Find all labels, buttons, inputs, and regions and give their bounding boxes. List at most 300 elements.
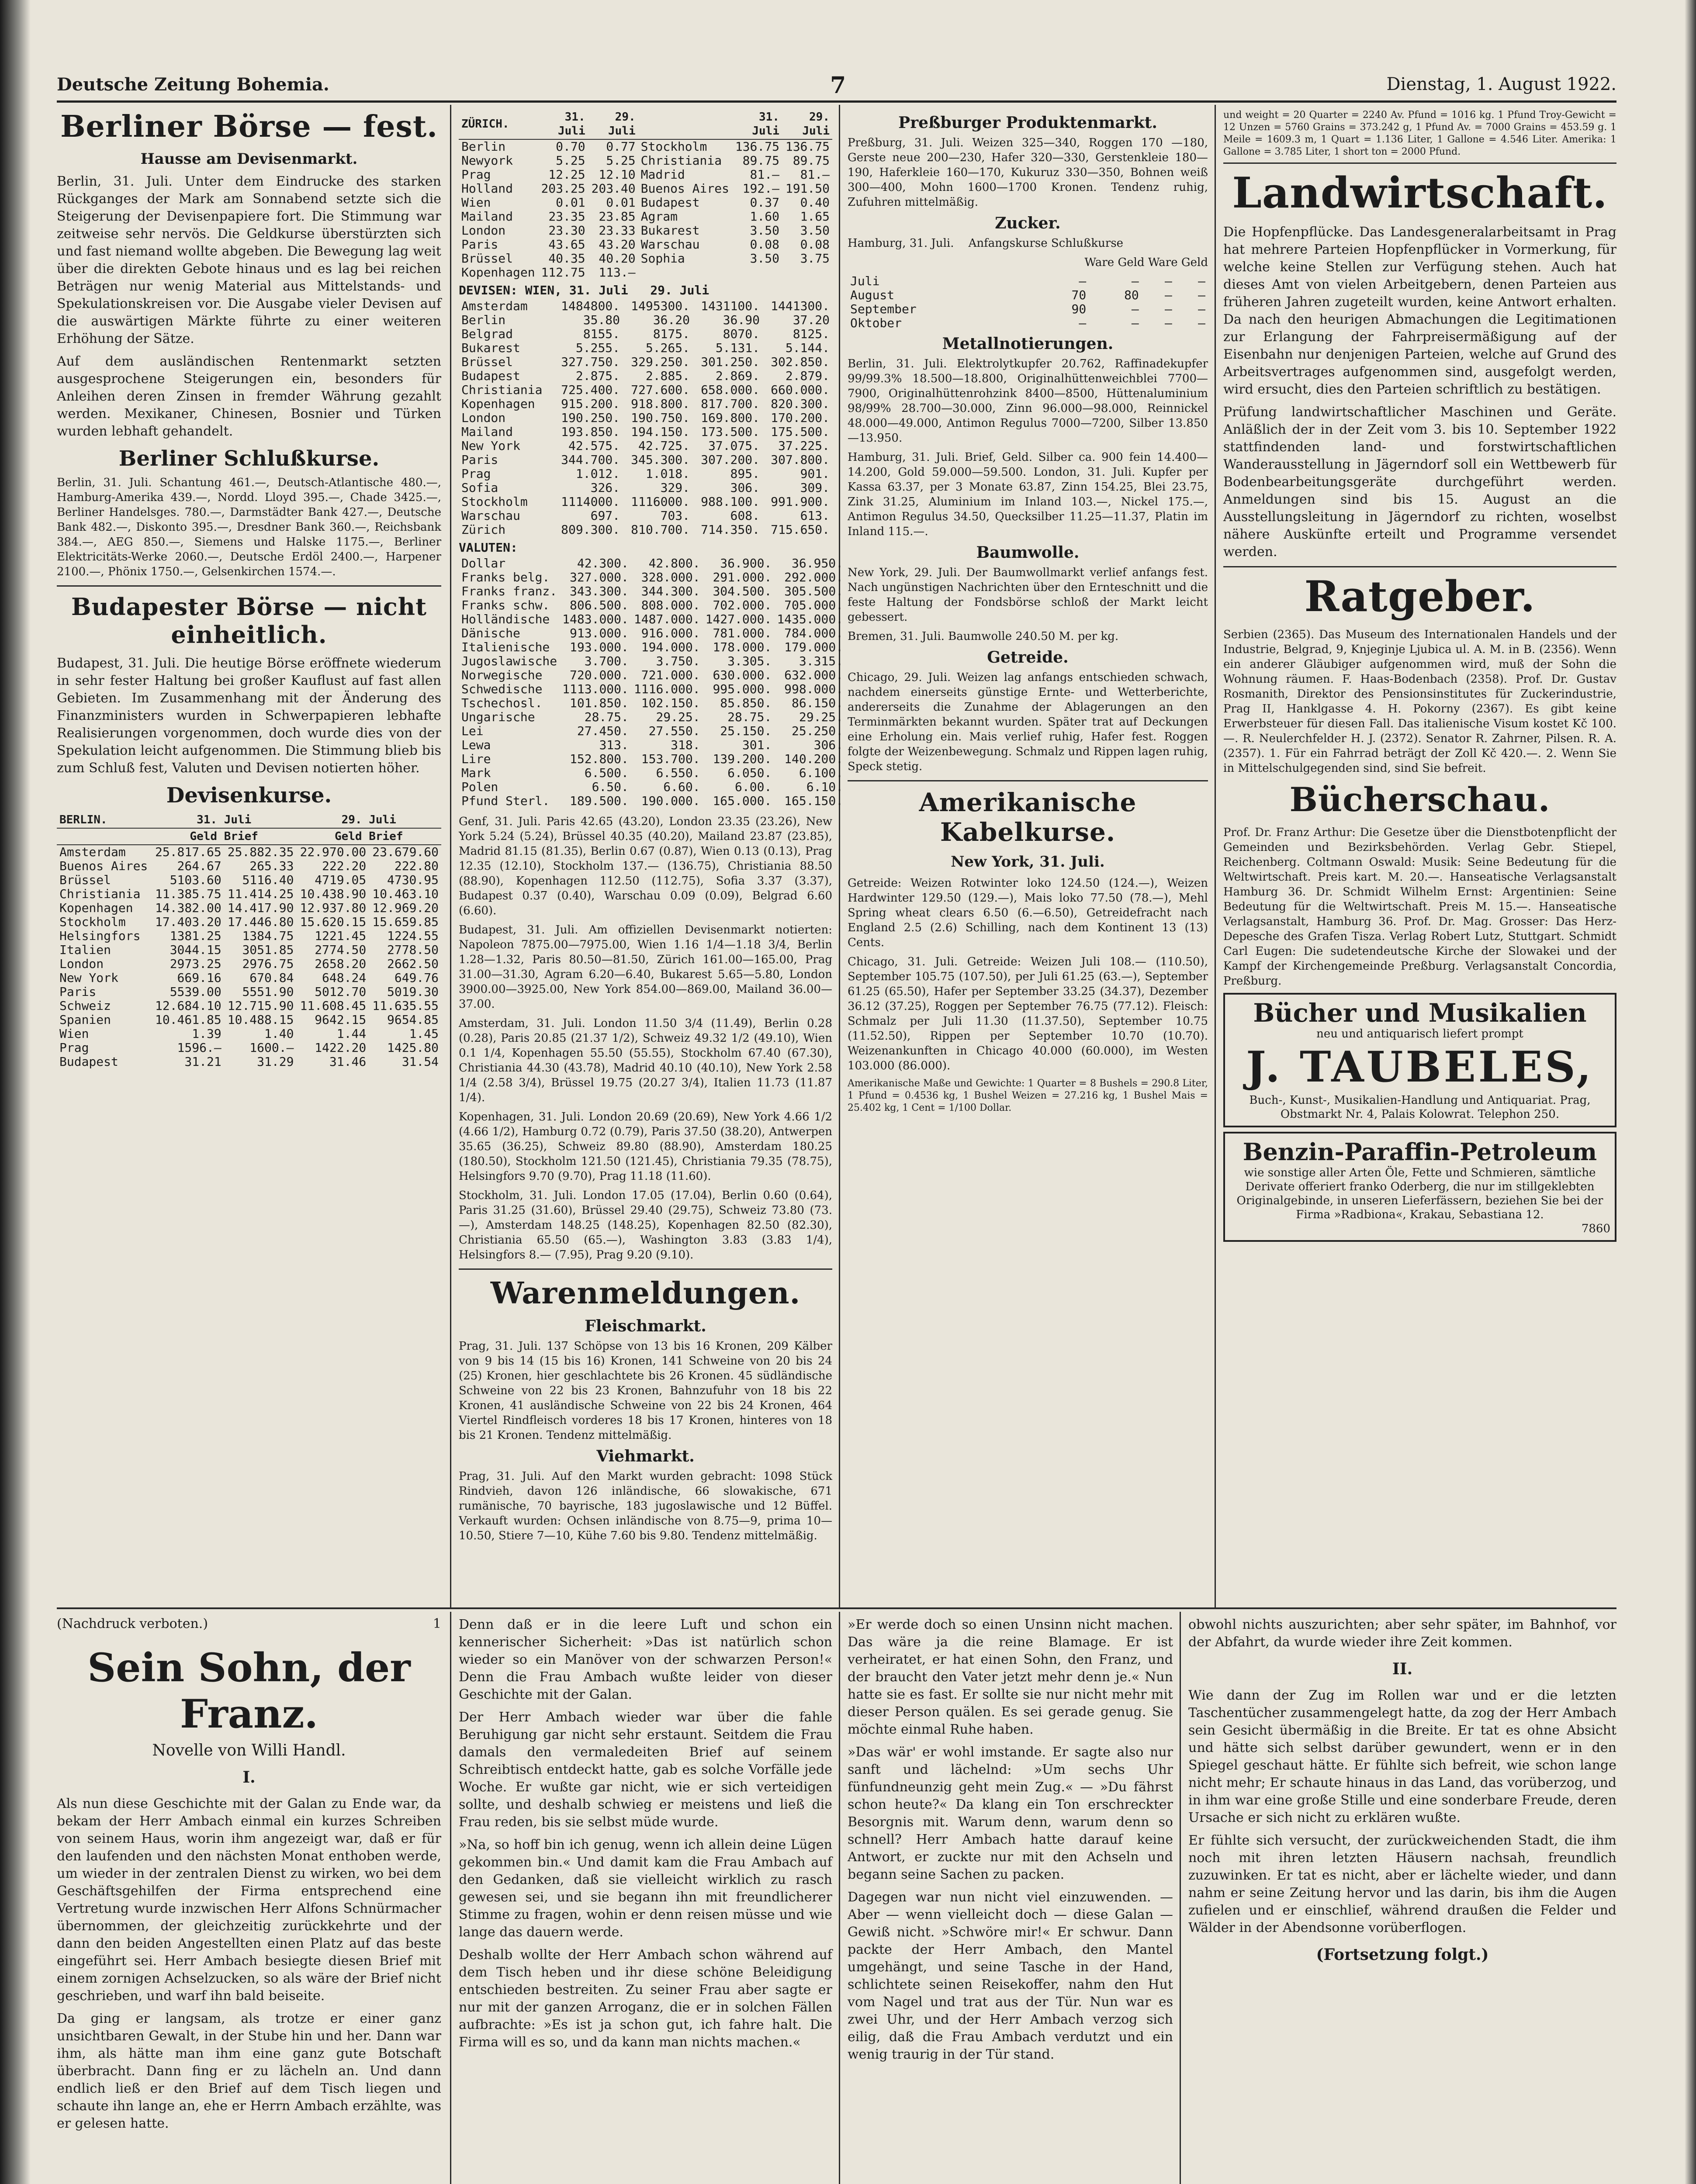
valuten-cell: 27.450. [577,724,629,738]
baumwolle-text2: Bremen, 31. Juli. Baumwolle 240.50 M. per kg. [848,630,1119,643]
zurich-cell: 43.20 [599,237,636,252]
devisen-cell: 264.67 [177,859,222,873]
devisen-cell: 12.715.90 [227,999,294,1013]
valuten-cell: Dollar [461,556,506,570]
column-3 [848,109,1208,1603]
devisen-row [57,859,441,873]
story-continued: (Fortsetzung folgt.) [1316,1946,1489,1964]
devisen-cell: 31.29 [257,1054,294,1069]
devisenkurse-table [57,812,441,1069]
zurich-cell [638,266,732,280]
zucker-table [848,274,1208,330]
valuten-row [459,556,846,570]
zurich-cell [732,266,782,280]
zucker-head: Anfangskurse Schlußkurse [968,237,1124,250]
zucker-row [848,316,1208,330]
valuten-cell: 190.000. [641,794,700,808]
wien-cell: 1116000. [631,494,690,509]
berlin-boerse-title: Berliner Börse — fest. [60,109,438,144]
valuten-cell: Lire [461,752,491,766]
wien-cell: 173.500. [701,425,760,439]
feuilleton-head [57,1616,441,1631]
zurich-cell: 3.50 [750,223,779,238]
zurich-cell: 12.25 [548,167,585,182]
valuten-cell: 6.050. [727,766,772,780]
wien-cell: 37.225. [778,439,830,453]
zurich-cell: 1.65 [800,209,830,224]
valuten-cell: Schwedische [461,682,543,696]
devisen-cell: Schweiz [59,999,111,1013]
valuten-cell: 3.315. [799,654,844,668]
wien-row [459,509,832,523]
column-1 [57,109,441,1603]
wien-cell: 190.250. [561,411,620,425]
zurich-row [459,154,832,168]
landwirtschaft-text: Die Hopfenpflücke. Das Landesgeneralarbeitsamt in Prag hat mehrere Parteien Hopfenpflücker in Vormerkung, für welche keine Stellen zur Verfügung stehen. Auch hat dieses Amt von vielen Arbeitgebern, denen Parteien aus früheren Jahren zugeteilt wurden, keine Antwort erhalten. Da nach den heurigen Abmachungen die Legitimationen zur Erlangung der Fahrpreisermäßigung auf der Eisenbahn nur denjenigen Parteien, welche auf Grund des Arbeitsvertrages aufgenommen sind, ausgefolgt werden, wird ersucht, dies den Parteien schriftlich zu bestätigen. [1223,225,1616,397]
taubeles-line3: Buch-, Kunst-, Musikalien-Handlung und Antiquariat. Prag, Obstmarkt Nr. 4, Palais Kolowrat. Telephon 250. [1249,1094,1591,1121]
wien-cell: 2.869. [715,369,760,383]
devisen-cell: 10.438.90 [300,887,367,901]
devisen-cell: 265.33 [249,859,294,873]
wien-cell: 190.750. [631,411,690,425]
devisen-cell: 1422.20 [315,1040,367,1055]
valuten-cell: Dänische [461,626,520,640]
devisen-cell: 2973.25 [170,957,222,971]
devisen-row [57,901,441,915]
wien-cell: 918.800. [631,397,690,411]
amsterdam-text: Amsterdam, 31. Juli. London 11.50 3/4 (11.49), Berlin 0.28 (0.28), Paris 20.85 (21.37 1/2), Schweiz 49.32 1/2 (49.10), Wien 0.1 1/4, Kopenhagen 55.50 (55.55), Stockholm 67.40 (67.30), Christiania 44.30 (43.78), Madrid 40.10 (40.10), New York 2.58 1/4 (2.58 3/4), Brüssel 19.75 (20.27 3/4), Italien 11.73 (11.87 1/4). [459,1017,832,1104]
devisen-cell: Christiania [59,887,141,901]
valuten-cell: 327.000. [570,570,629,584]
zucker-title: Zucker. [995,214,1061,232]
wien-row [459,313,832,327]
wien-cell: 36.20 [653,313,690,327]
wien-cell: 307.200. [701,453,760,467]
benzin-text: wie sonstige aller Arten Öle, Fette und Schmieren, sämtliche Derivate offeriert franko Oderberg, die nur im stillgeklebten Originalgebinde, in unseren Lieferfässern, beziehen Sie bei der Firma »Radbiona«, Krakau, Sebastiana 12. [1236,1166,1603,1221]
feuilleton-col-3 [848,1616,1173,2184]
page-header [57,70,1616,103]
wien-row [459,369,832,383]
valuten-cell: 705.000. [784,598,844,612]
valuten-row [459,710,846,724]
getreide-title: Getreide. [987,648,1069,667]
zurich-cell: Stockholm [640,139,707,154]
valuten-cell: Franks schw. [461,598,550,612]
devisen-cell: 17.403.20 [155,915,222,929]
zurich-cell: Mailand [461,209,513,224]
column-rule [1180,1612,1181,2184]
valuten-cell: 1483.000. [562,612,629,626]
zurich-cell: 203.25 [541,181,585,196]
zucker-cell: — [1079,274,1087,288]
zurich-row [459,252,832,266]
zurich-cell: 40.35 [548,251,585,266]
valuten-cell: 36.900. [720,556,772,570]
devisen-row [57,929,441,943]
valuten-cell: Norwegische [461,668,543,682]
wien-cell: 1431100. [701,299,760,313]
zucker-cell: — [1131,316,1139,330]
devisen-row [57,943,441,957]
zucker-row [848,302,1208,316]
zurich-table [459,109,832,280]
berlin-boerse-text: Berlin, 31. Juli. Unter dem Eindrucke des starken Rückganges der Mark am Sonnabend setzte sich die Steigerung der Devisenpapiere fort. Die Stimmung war zeitweise sehr nervös. Die Geldkurse überstürzten sich und fast niemand wollte abgeben. Die Bewegung lag weit über die direkten Gebote hinaus und es lag bei reichen Beträgen nur wenig Material aus Mittelstands- und Spekulationskreisen vor. Die Ausgabe vieler Devisen auf die auswärtigen Märkte führte zu einer weiteren Erhöhung der Sätze. [57,174,441,346]
wien-cell: 1484800. [561,299,620,313]
wien-row [459,523,832,537]
devisen-cell: New York [59,971,118,985]
zurich-cell: Newyork [461,153,513,168]
issue-date: Dienstag, 1. August 1922. [1386,74,1616,94]
zurich-cell: London [461,223,506,238]
devisen-cell: 23.679.60 [372,845,439,859]
wien-cell: 8175. [653,327,690,341]
wien-cell: 660.000. [771,383,830,397]
wien-cell: 2.885. [645,369,690,383]
zurich-cell: 81.— [800,167,830,182]
valuten-cell: 6.500. [584,766,629,780]
zurich-cell: Madrid [640,167,685,182]
section-rule [1223,566,1616,567]
devisen-cell: 5551.90 [242,985,294,999]
wien-cell: 991.900. [771,494,830,509]
story-p9: Dagegen war nun nicht viel einzuwenden. — Aber — wenn vielleicht doch — diese Galan — Gewiß nicht. »Schwöre mir!« Er schwur. Dann packte der Herr Ambach, den Mantel umgehängt, und seine Tasche in der Hand, schlichtete seinen Reisekoffer, nahm den Hut vom Nagel und trat aus der Tür. Nun war es zwei Uhr, und der Herr Ambach verzog sich eilig, daß die Frau Ambach verdutzt und ein wenig traurig in der Tür stand. [848,1890,1173,2062]
wien-cell: 35.80 [583,313,620,327]
wien-cell: 307.800. [771,453,830,467]
zucker-cell: 70 [1071,288,1087,302]
devisen-cell: 670.84 [249,971,294,985]
devisen-cell: 5012.70 [315,985,367,999]
valuten-cell: 139.200. [713,752,772,766]
valuten-cell: 1113.000. [562,682,629,696]
wien-cell: Budapest [461,369,520,383]
devisen-row [57,957,441,971]
wien-cell: Bukarest [461,341,520,355]
zurich-cell [782,266,832,280]
zurich-head: ZÜRICH. [459,109,538,139]
wien-cell: 703. [660,508,690,523]
zurich-cell: 5.25 [556,153,585,168]
devisen-cell: Buenos Aires [59,859,148,873]
valuten-cell: 6.10. [806,780,844,794]
wien-cell: 809.300. [561,522,620,537]
zurich-row [459,168,832,182]
valuten-row [459,654,846,668]
valuten-cell: Lei [461,724,484,738]
amerikanische-text2: Chicago, 31. Juli. Getreide: Weizen Juli 108.— (110.50), September 105.75 (107.50), per Juli 61.25 (63.—), September 61.25 (65.50), Hafer per September 33.25 (34.37), Dezember 36.12 (37.25), Roggen per September 76.75 (77.12). Fleisch: Schmalz per Juli 11.30 (11.37.50), September 10.75 (11.52.50), Rippen per September 10.70 (10.70). Weizenankunften in Chicago 40.000 (60.000), im Westen 103.000 (86.000). [848,955,1208,1072]
valuten-cell: 1435.000. [777,612,844,626]
vieh-text: Prag, 31. Juli. Auf den Markt wurden gebracht: 1098 Stück Rindvieh, davon 126 inländische, 66 slowakische, 671 rumänische, 70 bayrische, 183 jugoslawische und 12 Büffel. Verkauft wurden: Ochsen inländische von 8.75—9, prima 10—10.50, Stiere 7—10, Kühe 7.60 bis 9.80. Tendenz mittelmäßig. [459,1470,832,1542]
story-p6: Deshalb wollte der Herr Ambach schon während auf dem Tisch heben und ihr diese schöne Beleidigung entschieden bestreiten. Zu seiner Frau aber sagte er nur mit der ganzen Arroganz, die er in solchen Fällen aufbrachte: »Es ist ja schon gut, ich fahre halt. Die Firma will es so, und da kann man nichts machen.« [459,1947,832,2050]
landwirtschaft-title: Landwirtschaft. [1232,168,1608,218]
zurich-cell: 23.35 [548,209,585,224]
valuten-cell: 102.150. [641,696,700,710]
devisen-cell: 25.882.35 [227,845,294,859]
chapter-2: II. [1392,1660,1413,1678]
zucker-cell: 80 [1124,288,1139,302]
zurich-cell: 112.75 [541,265,585,280]
valuten-cell: 306. [813,738,844,752]
valuten-cell: 305.500. [784,584,844,598]
zurich-d1: 31. Juli [538,109,588,139]
chapter-1: I. [242,1768,256,1787]
wien-cell: Kopenhagen [461,397,535,411]
wien-row [459,453,832,467]
valuten-cell: 702.000. [713,598,772,612]
valuten-cell: 630.000. [713,668,772,682]
zurich-cell: 1.60 [750,209,779,224]
amerikanische-text: Getreide: Weizen Rotwinter loko 124.50 (124.—), Weizen Hardwinter 129.50 (129.—), Mais loko 77.50 (78.—), Mehl Spring wheat clears 6.50 (6.—6.50), Getreidefracht nach England 2.5 (2.6) Schilling, nach dem Kontinent 13 (13) Cents. [848,877,1208,949]
wien-row [459,383,832,397]
wien-cell: 344.700. [561,453,620,467]
zurich-cell: Brüssel [461,251,513,266]
wien-cell: 613. [800,508,830,523]
devisen-cell: 31.54 [402,1054,439,1069]
valuten-cell: 42.800. [648,556,700,570]
wien-cell: 895. [730,467,760,481]
devisen-cell: 10.488.15 [227,1013,294,1027]
wien-row [459,481,832,495]
valuten-cell: 328.000. [641,570,700,584]
berlin-boerse-text2: Auf dem ausländischen Rentenmarkt setzten ausgesprochene Steigerungen ein, besonders für Anleihen deren Zinsen in fremder Währung gezahlt werden. Mexikaner, Chinesen, Bosnier und Türken wurden lebhaft gehandelt. [57,354,441,439]
valuten-cell: Mark [461,766,491,780]
devisen-cell: 2774.50 [315,943,367,957]
devisen-cell: 11.608.45 [300,999,367,1013]
wien-cell: 1114000. [561,494,620,509]
zucker-cell: — [1131,302,1139,316]
valuten-cell: Italienische [461,640,550,654]
metall-text2: Hamburg, 31. Juli. Brief, Geld. Silber ca. 900 fein 14.400—14.200, Gold 59.000—59.500. London, 31. Juli. Kupfer per Kassa 63.37, per 3 Monate 63.87, Zinn 154.25, Blei 23.75, Zink 31.25, Aluminium im Inland 103.—, Nickel 175.—, Antimon Regulus 34.50, Quecksilber 11.25—11.37, Platin im Inland 115.—. [848,451,1208,538]
zucker-row [848,288,1208,302]
wien-cell: 1.018. [645,467,690,481]
wien-row [459,467,832,481]
devisen-cell: 25.817.65 [155,845,222,859]
valuten-cell: 632.000. [784,668,844,682]
zurich-cell: 40.20 [599,251,636,266]
valuten-row [459,570,846,584]
valuten-cell: 998.000. [784,682,844,696]
valuten-row [459,640,846,654]
devisen-cell: 5539.00 [170,985,222,999]
valuten-cell: 6.50. [592,780,629,794]
zucker-cell: — [1165,316,1172,330]
valuten-cell: 1487.000. [633,612,700,626]
wien-cell: 5.255. [575,341,620,355]
devisen-cell: Budapest [59,1054,118,1069]
wien-cell: 329.250. [631,355,690,369]
valuten-cell: 165.000. [713,794,772,808]
zurich-cell: Christiania [640,153,722,168]
feuilleton-rule [57,1607,1616,1609]
column-rule [839,105,840,1607]
valuten-row [459,766,846,780]
devisen-cell: 10.463.10 [372,887,439,901]
valuten-cell: 720.000. [570,668,629,682]
valuten-cell: 304.500. [713,584,772,598]
zurich-cell: Bukarest [640,223,700,238]
benzin-title: Benzin-Paraffin-Petroleum [1243,1138,1597,1166]
zurich-cell: 89.75 [742,153,779,168]
story-p12: Er fühlte sich versucht, der zurückweichenden Stadt, die ihm noch mit ihren letzten Häusern nachsah, freundlich zuzuwinken. Er tat es nicht, aber er lächelte wieder, und dann nahm er seine Zeitung hervor und las darin, bis ihm die Augen zufielen und er einschlief, während draußen die Felder und Wälder in der Abendsonne vorüberflogen. [1188,1833,1616,1935]
valuten-cell: Ungarische [461,710,535,724]
devisen-cell: 1384.75 [242,929,294,943]
pressburg-text: Preßburg, 31. Juli. Weizen 325—340, Roggen 170 —180, Gerste neue 200—230, Hafer 320—330, Gerstenkleie 180—190, Haferkleie 160—170, Kukuruz 330—350, Bohnen weiß 300—400, Mohn 1600—1700 Kronen. Tendenz ruhig, Zufuhren mittelmäßig. [848,136,1208,209]
taubeles-line2: neu und antiquarisch liefert prompt [1316,1027,1523,1040]
story-p1: Als nun diese Geschichte mit der Galan zu Ende war, da bekam der Herr Ambach einmal ein kurzes Schreiben von seinem Haus, worin ihm angezeigt war, daß er für den laufenden und den nächsten Monat enthoben werde, um wieder in der zentralen Dienst zu wirken, wo bei dem Geschäftsgehilfen der Firma entsprechend eine Vertretung wurde inzwischen Herr Alfons Schnürmacher übernommen, der gleichzeitig zurückkehrte und der dann den beiden Angestellten einen Platz auf das beste eingeführt sei. Herr Ambach besiegte diesen Brief mit einem zornigen Achselzucken, so als wäre der Brief nicht geschrieben, und warf ihn bald beiseite. [57,1796,441,2004]
devisen-cell: Brüssel [59,873,111,887]
devisen-cell: 222.20 [322,859,367,873]
zurich-cell: 0.70 [556,139,585,154]
devisen-cell: 4730.95 [387,873,439,887]
valuten-cell: 313. [599,738,629,752]
devisen-row [57,1055,441,1069]
wien-cell: 1.012. [575,467,620,481]
story-p3: Denn daß er in die leere Luft und schon ein kennerischer Sicherheit: »Das ist natürlich schon wieder so ein Manöver von der schwarzen Person!« Denn die Frau Ambach wußte leider von dieser Geschichte mit der Galan. [459,1617,832,1702]
fleisch-title: Fleischmarkt. [585,1317,706,1335]
valuten-cell: 25.150. [720,724,772,738]
devisen-cell: 22.970.00 [300,845,367,859]
berlin-boerse-subtitle: Hausse am Devisenmarkt. [140,150,358,168]
feuilleton-col-4 [1188,1616,1616,2184]
devisen-cell: 15.620.15 [300,915,367,929]
zurich-cell: 113.— [599,265,636,280]
reprint-note: (Nachdruck verboten.) [57,1616,208,1631]
zurich-cell: 0.40 [800,195,830,210]
metall-title: Metallnotierungen. [942,335,1114,353]
zurich-cell: 0.01 [556,195,585,210]
valuten-cell: Lewa [461,738,491,752]
zurich-cell: 192.— [742,181,779,196]
zurich-cell: 81.— [750,167,779,182]
column-4 [1223,109,1616,1603]
zucker-cell: September [850,302,917,316]
valuten-cell: 178.000. [713,640,772,654]
valuten-cell: Tschechosl. [461,696,543,710]
devisen-cell: 17.446.80 [227,915,294,929]
devisen-cell: 649.76 [394,971,439,985]
section-rule [848,780,1208,781]
genf-text: Genf, 31. Juli. Paris 42.65 (43.20), London 23.35 (23.26), New York 5.24 (5.24), Brüssel 40.35 (40.20), Mailand 23.87 (23.85), Madrid 81.15 (81.35), Berlin 0.67 (0.87), Wien 0.13 (0.13), Prag 12.35 (12.10), Stockholm 137.— (136.75), Christiania 88.50 (88.90), Kopenhagen 112.50 (112.75), Sofia 3.37 (3.37), Budapest 0.37 (0.40), Warschau 0.09 (0.09), Belgrad 6.60 (6.60). [459,815,832,917]
valuten-cell: 784.000. [784,626,844,640]
amerikanische-masse: Amerikanische Maße und Gewichte: 1 Quarter = 8 Bushels = 290.8 Liter, 1 Pfund = 0.4536 kg, 1 Bushel Weizen = 27.216 kg, 1 Bushel Mais = 25.402 kg, 1 Cent = 1/100 Dollar. [848,1078,1208,1113]
zurich-cell: Agram [640,209,678,224]
valuten-row [459,696,846,710]
devisen-cell: 1600.— [249,1040,294,1055]
devisen-cell: 1.39 [192,1026,222,1041]
devisen-cell: 2976.75 [242,957,294,971]
devisen-cell: Amsterdam [59,845,126,859]
valuten-cell: 6.550. [656,766,700,780]
wien-cell: 817.700. [701,397,760,411]
zurich-cell: 136.75 [735,139,779,154]
devisen-row [57,915,441,929]
zurich-cell: 203.40 [591,181,636,196]
devisen-cell: 11.414.25 [227,887,294,901]
story-p7: »Er werde doch so einen Unsinn nicht machen. Das wäre ja die reine Blamage. Er ist verheiratet, er hat einen Sohn, den Franz, und der braucht den Vater jetzt mehr denn je.« Nun hatte sie es fast. Er sollte sie nur nicht mehr mit dieser Person quälen. Es sei gerade genug. Sie möchte einmal Ruhe haben. [848,1617,1173,1737]
wien-cell: Christiania [461,383,543,397]
valuten-cell: 3.700. [584,654,629,668]
zucker-cell: — [1198,274,1205,288]
zurich-cell: Paris [461,237,498,252]
zurich-cell: 0.37 [750,195,779,210]
zurich-cell: 0.08 [800,237,830,252]
wien-cell: Brüssel [461,355,513,369]
kopenhagen-text: Kopenhagen, 31. Juli. London 20.69 (20.69), New York 4.66 1/2 (4.66 1/2), Hamburg 0.72 (0.79), Paris 37.50 (38.20), Antwerpen 35.65 (36.25), Schweiz 89.80 (88.90), Amsterdam 180.25 (180.50), Stockholm 121.50 (121.45), Christiania 79.35 (78.75), Helsingfors 9.70 (9.70), Prag 11.18 (11.60). [459,1110,832,1183]
zurich-cell: Budapest [640,195,700,210]
wien-title-text: DEVISEN: WIEN, 31. Juli [459,283,628,297]
feuilleton-col-1 [57,1616,441,2184]
valuten-cell: 344.300. [641,584,700,598]
valuten-cell: 291.000. [713,570,772,584]
zurich-cell: 12.10 [599,167,636,182]
wien-cell: 42.575. [568,439,620,453]
wien-cell: 306. [730,480,760,495]
ratgeber-text: Serbien (2365). Das Museum des Internationalen Handels und der Industrie, Belgrad, 9, Knjeginje Ljubica ul. A. M. in B. (2356). Wenn ein anderer Gläubiger aufgenommen wird, muß der Sohn die Wohnung räumen. F. Haas-Bodenbach (2358). Prof. Dr. Gustav Rosmanith, Direktor des Pensionsinstitutes für Zuckerindustrie, Prag II, Hanklgasse 4. H. Pokorny (2367). Es gibt keine Erwerbsteuer für diesen Fall. Das italienische Visum kostet Kč 100.—. R. Neulerchfelder H. J. (2372). Senator R. Zahrner, Pilsen. R. A. (2357). 1. Für ein Fahrrad beträgt der Zoll Kč 420.—. 2. Wenn Sie in Mittelschulgegenden sind, sind Sie befreit. [1223,628,1616,775]
getreide-text: Chicago, 29. Juli. Weizen lag anfangs entschieden schwach, nachdem einerseits günstige Ernte- und Wetterberichte, andererseits die Zunahme der Ablagerungen an den Terminmärkten bekannt wurden. Später trat auf Deckungen eine Erholung ein. Mais verlief ruhig, Hafer fest. Roggen folgte der Weizenbewegung. Schmalz und Rippen lagen ruhig, Speck stetig. [848,671,1208,773]
wien-cell: 2.875. [575,369,620,383]
wien-cell: Stockholm [461,494,528,509]
wien-cell: 326. [590,480,620,495]
valuten-cell: 189.500. [570,794,629,808]
devisen-row [57,845,441,859]
wien-cell: 37.075. [708,439,760,453]
devisen-cell: Spanien [59,1013,111,1027]
valuten-cell: 42.300. [577,556,629,570]
devisen-row [57,873,441,887]
devisen-cell: 2662.50 [387,957,439,971]
wien-cell: 309. [800,480,830,495]
devisen-cell: Prag [59,1040,89,1055]
stockholm-text: Stockholm, 31. Juli. London 17.05 (17.04), Berlin 0.60 (0.64), Paris 31.25 (31.60), Brüssel 29.40 (29.75), Schweiz 73.80 (73.—), Amsterdam 148.25 (148.25), Kopenhagen 82.50 (82.30), Christiania 65.50 (65.—), Washington 3.83 (3.83 1/4), Helsingfors 8.— (7.95), Prag 9.20 (9.10). [459,1189,832,1261]
valuten-cell: 1427.000. [705,612,772,626]
devisen-cell: Wien [59,1026,89,1041]
valuten-cell: 193.000. [570,640,629,654]
valuten-cell: Franks belg. [461,570,550,584]
zucker-cell: — [1079,316,1087,330]
wien-row [459,495,832,509]
zurich-d2b: 29. Juli [782,109,832,139]
wien-cell: 193.850. [561,425,620,439]
devisen-cell: 648.24 [322,971,367,985]
zurich-cell: 23.30 [548,223,585,238]
zurich-cell: 0.01 [606,195,636,210]
taubeles-ad [1223,993,1616,1127]
zurich-cell: 0.77 [606,139,636,154]
wien-cell: 608. [730,508,760,523]
binding-shadow [0,0,31,2184]
devisen-cell: 3044.15 [170,943,222,957]
valuten-table [459,556,846,808]
valuten-row [459,682,846,696]
column-rule [450,105,451,1607]
metall-text: Berlin, 31. Juli. Elektrolytkupfer 20.762, Raffinadekupfer 99/99.3% 18.500—18.800, Originalhüttenweichblei 7700—7900, Originalhüttenrohzink 8400—8500, Hüttenaluminium 98/99% 28.700—30.000, Zinn 96.000—98.000, Reinnickel 48.000—49.000, Antimon Regulus 7000—7200, Silber 13.850—13.950. [848,357,1208,445]
zucker-cell: — [1198,316,1205,330]
wien-cell: Zürich [461,522,506,537]
wien-cell: Paris [461,453,498,467]
valuten-cell: 36.950. [792,556,844,570]
valuten-row [459,738,846,752]
valuten-cell: 292.000. [784,570,844,584]
wien-cell: 8070. [723,327,760,341]
buecherschau-text: Prof. Dr. Franz Arthur: Die Gesetze über die Dienstbotenpflicht der Gemeinden und Bezirksbehörden. Verlag Gebr. Stiepel, Reichenberg. Coltmann Oswald: Musik: Seine Bedeutung für die Weltwirtschaft. Preis kart. M. 20.—. Hanseatische Verlagsanstalt Hamburg 36. Dr. Schmidt Wilhelm Ernst: Argentinien: Seine Bedeutung für die Weltwirtschaft. Preis M. 15.—. Hanseatische Verlagsanstalt, Hamburg 36. Prof. Dr. Mag. Grosser: Das Herz-Depesche des Grafen Tisza. Verlag Robert Lutz, Stuttgart. Schmidt Carl Eugen: Die sudetendeutsche Kirche der Slowakei und der Kampf der Kirchengemeinde Preßburg. Verlagsanstalt Concordia, Preßburg. [1223,826,1616,988]
wien-cell: Belgrad [461,327,513,341]
valuten-row [459,598,846,612]
wien-row [459,439,832,453]
dev-head-d2: 29. Juli [296,812,441,828]
devisen-cell: Helsingfors [59,929,141,943]
devisen-cell: 1596.— [177,1040,222,1055]
valuten-cell: 781.000. [713,626,772,640]
zurich-row [459,139,832,154]
